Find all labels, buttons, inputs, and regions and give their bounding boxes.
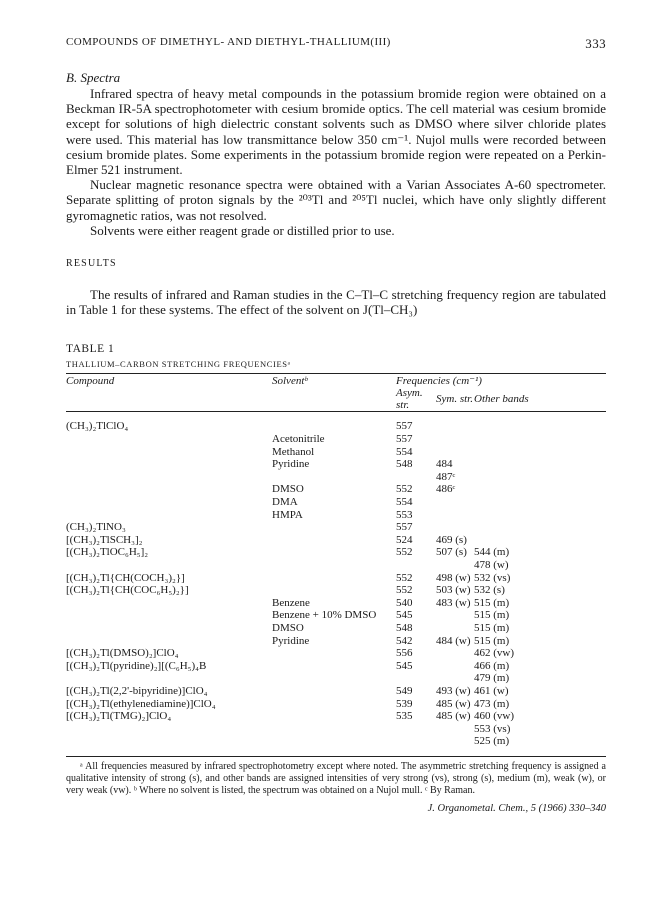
cell-asym: 539 (396, 697, 413, 710)
cell-sym: 498 (w) (436, 571, 471, 584)
cell-solvent: DMA (272, 496, 298, 508)
table-row (66, 609, 606, 622)
cell-solvent (272, 685, 396, 698)
cell-compound (66, 735, 272, 748)
cell-other: 553 (vs) (474, 722, 511, 735)
table-row (66, 735, 606, 748)
cell-asym: 557 (396, 420, 413, 433)
cell-solvent (272, 672, 396, 685)
cell-other: 515 (m) (474, 609, 510, 622)
cell-other: 532 (s) (474, 584, 505, 597)
cell-solvent (272, 584, 396, 597)
cell-sym: 469 (s) (436, 533, 467, 546)
cell-sym (436, 509, 474, 522)
cell-sym (436, 647, 474, 660)
cell-asym: 554 (396, 496, 413, 508)
cell-compound (66, 635, 272, 648)
col-sym: Sym. str. (436, 393, 473, 406)
cell-other (474, 420, 606, 433)
cell-compound: (CH₃)₂TlNO₃ (66, 521, 126, 534)
cell-solvent (272, 534, 396, 547)
col-frequencies: Frequencies (cm⁻¹) (396, 375, 482, 388)
cell-other (474, 521, 606, 534)
cell-asym: 545 (396, 659, 413, 672)
cell-compound: [(CH₃)₂Tl(ethylenediamine)]ClO₄ (66, 697, 216, 710)
cell-asym (396, 723, 436, 736)
cell-other (474, 509, 606, 522)
cell-asym: 540 (396, 596, 413, 609)
cell-other (474, 433, 606, 446)
cell-sym (436, 609, 474, 622)
cell-asym: 535 (396, 710, 413, 723)
cell-other: 479 (m) (474, 672, 510, 685)
cell-compound: [(CH₃)₂TlOC₆H₅]₂ (66, 546, 149, 559)
frequency-table (66, 373, 606, 756)
cell-other (474, 458, 606, 471)
table-row (66, 446, 606, 459)
paragraph-ir: Infrared spectra of heavy metal compounds in the potassium bromide region were obtained on a Beckman IR-5A spectrophotometer with cesium bromide optics. The cell material was cesium bromide except for solutions of high dielectric constant solvents such as DMSO where silver chloride plates were used. This material has low transmittance below 350 cm⁻¹. Nujol mulls were recorded between cesium bromide plates. Some experiments in the potassium bromide region were repeated on a Perkin-Elmer 521 instrument. (66, 86, 606, 178)
cell-compound (66, 433, 272, 446)
paragraph-nmr: Nuclear magnetic resonance spectra were obtained with a Varian Associates A-60 spectrometer. Separate splitting of proton signals by the ²⁰³Tl and ²⁰⁵Tl nuclei, which have only slightly different gyromagnetic ratios, was not resolved. (66, 177, 606, 223)
cell-sym (436, 660, 474, 673)
table-row (66, 660, 606, 673)
cell-solvent (272, 471, 396, 484)
cell-compound: [(CH₃)₂TlSCH₃]₂ (66, 533, 143, 546)
table-row (66, 471, 606, 484)
cell-other (474, 534, 606, 547)
table-row (66, 534, 606, 547)
cell-solvent (272, 698, 396, 711)
cell-asym (396, 672, 436, 685)
table-footnote: ᵃ All frequencies measured by infrared spectrophotometry except where noted. The asymmetric stretching frequency is assigned a qualitative intensity of strong (s), and other bands are assigned intensities of very strong (vs), strong (s), medium (m), weak (w), or very weak (vw). ᵇ Where no solvent is listed, the spectrum was obtained on a Nujol mull. ᶜ By Raman. (66, 760, 606, 796)
cell-asym: 557 (396, 521, 413, 534)
cell-solvent (272, 559, 396, 572)
table-row (66, 597, 606, 610)
cell-solvent: Benzene + 10% DMSO (272, 609, 377, 622)
table-row (66, 672, 606, 685)
page-number: 333 (585, 36, 606, 51)
cell-sym (436, 622, 474, 635)
cell-other: 515 (m) (474, 596, 510, 609)
cell-compound (66, 483, 272, 496)
cell-compound (66, 672, 272, 685)
cell-asym: 552 (396, 571, 413, 584)
cell-compound: [(CH₃)₂Tl{CH(COC₆H₅)₂}] (66, 584, 189, 597)
cell-sym: 485 (w) (436, 697, 471, 710)
cell-asym: 542 (396, 634, 413, 647)
cell-other (474, 483, 606, 496)
running-title: COMPOUNDS OF DIMETHYL- AND DIETHYL-THALLIUM(III) (66, 36, 391, 48)
cell-sym: 493 (w) (436, 684, 471, 697)
cell-compound (66, 446, 272, 459)
cell-compound: [(CH₃)₂Tl(TMG)₂]ClO₄ (66, 710, 172, 723)
cell-solvent: Methanol (272, 445, 315, 458)
results-paragraph: The results of infrared and Raman studies in the C–Tl–C stretching frequency region are tabulated in Table 1 for these systems. The effect of the solvent on J(Tl–CH₃) (66, 287, 606, 318)
table-row (66, 685, 606, 698)
cell-solvent (272, 735, 396, 748)
cell-compound: [(CH₃)₂Tl(DMSO)₂]ClO₄ (66, 647, 179, 660)
journal-citation: J. Organometal. Chem., 5 (1966) 330–340 (427, 802, 606, 814)
cell-solvent: Benzene (272, 596, 310, 609)
cell-compound (66, 723, 272, 736)
table-body (66, 420, 606, 747)
cell-sym (436, 446, 474, 459)
table-row (66, 647, 606, 660)
cell-other: 466 (m) (474, 659, 510, 672)
table-row (66, 635, 606, 648)
cell-compound: [(CH₃)₂Tl{CH(COCH₃)₂}] (66, 571, 185, 584)
cell-other: 525 (m) (474, 735, 510, 748)
cell-compound: [(CH₃)₂Tl(2,2'-bipyridine)]ClO₄ (66, 684, 208, 697)
journal-page (66, 36, 606, 814)
cell-asym: 548 (396, 621, 413, 634)
cell-solvent (272, 546, 396, 559)
cell-sym: 503 (w) (436, 584, 471, 597)
cell-asym: 549 (396, 684, 413, 697)
table-row (66, 698, 606, 711)
cell-compound (66, 458, 272, 471)
cell-compound: (CH₃)₂TlClO₄ (66, 420, 129, 433)
cell-asym (396, 735, 436, 748)
col-solvent: Solventᵇ (272, 374, 308, 387)
cell-solvent: DMSO (272, 483, 304, 496)
table-row (66, 584, 606, 597)
cell-solvent: Acetonitrile (272, 433, 325, 446)
cell-compound (66, 597, 272, 610)
cell-asym: 524 (396, 533, 413, 546)
cell-compound (66, 471, 272, 484)
cell-solvent (272, 723, 396, 736)
cell-sym (436, 723, 474, 736)
table-row (66, 483, 606, 496)
cell-asym: 553 (396, 508, 413, 521)
cell-sym: 485 (w) (436, 710, 471, 723)
cell-solvent (272, 572, 396, 585)
cell-sym: 483 (w) (436, 596, 471, 609)
cell-asym: 554 (396, 445, 413, 458)
cell-sym (436, 521, 474, 534)
cell-other: 478 (w) (474, 558, 509, 571)
table-row (66, 572, 606, 585)
cell-compound: [(CH₃)₂Tl(pyridine)₂][(C₆H₅)₄B (66, 659, 207, 672)
col-asym: Asym. str. (396, 387, 423, 412)
cell-solvent (272, 710, 396, 723)
cell-solvent (272, 420, 396, 433)
cell-asym: 556 (396, 647, 413, 660)
table-row (66, 622, 606, 635)
cell-asym (396, 471, 436, 484)
cell-solvent: Pyridine (272, 458, 310, 471)
cell-sym (436, 420, 474, 433)
table-row (66, 521, 606, 534)
table-row (66, 433, 606, 446)
cell-other (474, 496, 606, 509)
cell-asym: 552 (396, 483, 413, 496)
table-row (66, 458, 606, 471)
cell-sym: 484 (436, 458, 453, 471)
table-row (66, 710, 606, 723)
cell-solvent: Pyridine (272, 634, 310, 647)
paragraph-solvents: Solvents were either reagent grade or distilled prior to use. (90, 222, 395, 238)
cell-sym (436, 735, 474, 748)
cell-sym (436, 496, 474, 509)
cell-asym (396, 559, 436, 572)
cell-sym: 484 (w) (436, 634, 471, 647)
table-row (66, 559, 606, 572)
cell-other: 462 (vw) (474, 647, 515, 660)
cell-solvent: DMSO (272, 621, 304, 634)
section-title: B. Spectra (66, 70, 121, 85)
table-row (66, 496, 606, 509)
table-row (66, 546, 606, 559)
table-row (66, 723, 606, 736)
cell-asym: 552 (396, 546, 413, 559)
cell-other (474, 446, 606, 459)
cell-compound (66, 509, 272, 522)
cell-other: 515 (m) (474, 634, 510, 647)
cell-sym: 507 (s) (436, 546, 467, 559)
cell-asym: 545 (396, 609, 413, 622)
cell-asym: 552 (396, 584, 413, 597)
cell-other: 515 (m) (474, 621, 510, 634)
running-header (66, 36, 606, 52)
cell-other: 461 (w) (474, 684, 509, 697)
table-row (66, 420, 606, 433)
cell-compound (66, 496, 272, 509)
col-other: Other bands (474, 393, 529, 406)
cell-sym (436, 433, 474, 446)
cell-asym: 557 (396, 433, 413, 446)
cell-other (474, 471, 606, 484)
col-compound: Compound (66, 374, 115, 387)
table-row (66, 509, 606, 522)
cell-compound (66, 559, 272, 572)
cell-other: 532 (vs) (474, 571, 511, 584)
results-heading: RESULTS (66, 258, 117, 270)
cell-solvent (272, 647, 396, 660)
table-label: TABLE 1 (66, 343, 115, 356)
cell-sym (436, 559, 474, 572)
cell-solvent: HMPA (272, 508, 303, 521)
table-caption: THALLIUM–CARBON STRETCHING FREQUENCIESᵃ (66, 359, 291, 370)
cell-other: 544 (m) (474, 546, 510, 559)
cell-sym: 487ᶜ (436, 470, 456, 483)
cell-compound (66, 609, 272, 622)
cell-compound (66, 622, 272, 635)
cell-solvent (272, 660, 396, 673)
cell-other: 460 (vw) (474, 710, 515, 723)
cell-sym: 486ᶜ (436, 483, 456, 496)
cell-solvent (272, 521, 396, 534)
cell-sym (436, 672, 474, 685)
cell-asym: 548 (396, 458, 413, 471)
cell-other: 473 (m) (474, 697, 510, 710)
